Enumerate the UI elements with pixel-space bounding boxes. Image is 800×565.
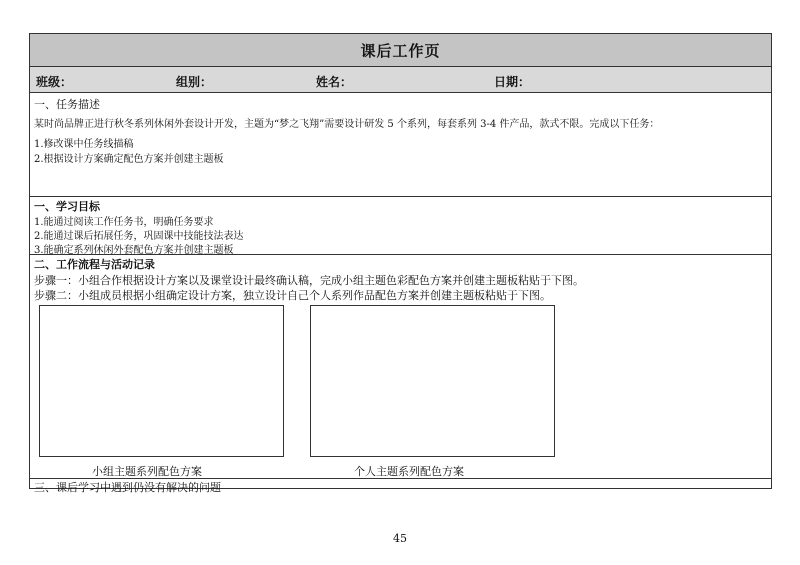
workflow-heading: 二、工作流程与活动记录 [34, 258, 155, 271]
group-palette-box[interactable] [39, 305, 284, 457]
task-heading: 一、任务描述 [34, 98, 100, 111]
personal-palette-box[interactable] [310, 305, 555, 457]
worksheet-table [29, 33, 772, 494]
name-label: 姓名： [316, 75, 353, 89]
workflow-step-two: 步骤二：小组成员根据小组确定设计方案，独立设计自己个人系列作品配色方案并创建主题板粘贴于下图。 [34, 289, 551, 302]
group-label: 组别： [176, 75, 213, 89]
goals-heading: 一、学习目标 [34, 200, 100, 213]
info-row [30, 67, 771, 93]
goal-item: 3.能确定系列休闲外套配色方案并创建主题板 [34, 245, 234, 256]
task-section [30, 93, 771, 197]
task-item: 2.根据设计方案确定配色方案并创建主题板 [34, 154, 224, 165]
task-item: 1.修改课中任务线描稿 [34, 139, 134, 150]
page-title: 课后工作页 [360, 41, 441, 60]
page-number: 45 [393, 532, 407, 545]
class-label: 班级： [36, 75, 73, 89]
title-row [30, 34, 771, 67]
goal-item: 2.能通过课后拓展任务，巩固课中技能技法表达 [34, 231, 244, 242]
goal-item: 1.能通过阅读工作任务书，明确任务要求 [34, 217, 214, 228]
questions-heading: 三、课后学习中遇到仍没有解决的问题 [34, 481, 221, 494]
date-label: 日期： [494, 75, 531, 89]
personal-palette-caption: 个人主题系列配色方案 [354, 465, 464, 478]
workflow-step-one: 步骤一：小组合作根据设计方案以及课堂设计最终确认稿，完成小组主题色彩配色方案并创建主题板粘贴于下图。 [34, 274, 584, 287]
group-palette-caption: 小组主题系列配色方案 [92, 465, 202, 478]
goals-section [30, 197, 771, 255]
task-description: 某时尚品牌正进行秋冬系列休闲外套设计开发，主题为“梦之飞翔”需要设计研发 5 个系列，每套系列 3-4 件产品，款式不限。完成以下任务： [34, 119, 660, 130]
workflow-section [30, 255, 771, 479]
questions-section [30, 479, 771, 494]
